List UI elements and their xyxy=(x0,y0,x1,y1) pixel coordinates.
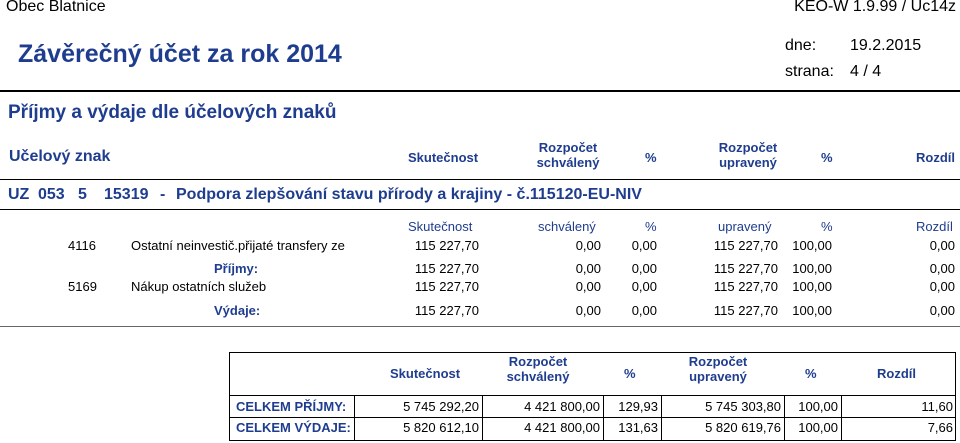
sub-col-rozdil: Rozdíl xyxy=(916,219,953,234)
col-schvaleny-label: schválený xyxy=(536,155,600,170)
col-rozpocet-upraveny xyxy=(708,140,788,170)
sum-vline-5 xyxy=(784,395,785,440)
total-upraveny: 115 227,70 xyxy=(713,303,778,318)
sum-header-line xyxy=(230,395,955,396)
section-divider xyxy=(0,209,960,210)
sum-col-pct1: % xyxy=(624,366,636,381)
sum-col-schvaleny-label: schválený xyxy=(506,369,570,384)
sub-col-pct2: % xyxy=(821,219,833,234)
date-label: dne: xyxy=(785,37,817,54)
date-value: 19.2.2015 xyxy=(850,37,922,54)
sum-col-upraveny-label: upravený xyxy=(689,369,747,384)
col-rozpocet-label-2: Rozpočet xyxy=(718,140,778,155)
sum-schvaleny: 4 421 800,00 xyxy=(524,420,600,435)
row-name: Nákup ostatních služeb xyxy=(131,279,267,294)
header-divider xyxy=(0,179,960,180)
col-rozpocet-label: Rozpočet xyxy=(538,140,598,155)
sum-pct1: 129,93 xyxy=(618,399,658,414)
col-skutecnost: Skutečnost xyxy=(408,150,479,165)
row-rozdil: 0,00 xyxy=(929,279,955,294)
page-label: strana: xyxy=(785,63,834,80)
total-pct1: 0,00 xyxy=(631,303,657,318)
sum-upraveny: 5 745 303,80 xyxy=(705,399,781,414)
sum-col-rozpocet-label-2: Rozpočet xyxy=(688,354,748,369)
total-pct2: 100,00 xyxy=(792,303,832,318)
summary-table xyxy=(229,352,956,441)
sum-pct1: 131,63 xyxy=(618,420,658,435)
sub-col-skutecnost: Skutečnost xyxy=(408,219,473,234)
sum-skutecnost: 5 745 292,20 xyxy=(403,399,479,414)
sub-col-pct1: % xyxy=(645,219,657,234)
total-schvaleny: 0,00 xyxy=(575,261,601,276)
sum-upraveny: 5 820 619,76 xyxy=(705,420,781,435)
section-dash: - xyxy=(160,186,166,203)
sum-pct2: 100,00 xyxy=(798,420,838,435)
row-rozdil: 0,00 xyxy=(929,238,955,253)
row-skutecnost: 115 227,70 xyxy=(414,238,479,253)
row-upraveny: 115 227,70 xyxy=(713,238,778,253)
col-rozdil: Rozdíl xyxy=(916,150,955,165)
sum-col-skutecnost: Skutečnost xyxy=(390,366,461,381)
row-code: 4116 xyxy=(68,238,96,253)
sum-vline-4 xyxy=(661,395,662,440)
sum-label: CELKEM VÝDAJE: xyxy=(236,420,351,435)
section-code: 15319 xyxy=(104,186,149,203)
report-subtitle: Příjmy a výdaje dle účelových znaků xyxy=(8,102,337,123)
total-pct1: 0,00 xyxy=(631,261,657,276)
total-skutecnost: 115 227,70 xyxy=(414,303,479,318)
total-rozdil: 0,00 xyxy=(929,261,955,276)
row-pct2: 100,00 xyxy=(792,238,832,253)
total-schvaleny: 0,00 xyxy=(575,303,601,318)
uz-sub: 5 xyxy=(78,186,87,203)
row-schvaleny: 0,00 xyxy=(575,238,601,253)
col-rozpocet-schvaleny xyxy=(528,140,608,170)
sum-label: CELKEM PŘÍJMY: xyxy=(236,399,347,414)
section-end-divider xyxy=(0,326,960,327)
sum-skutecnost: 5 820 612,10 xyxy=(403,420,479,435)
uz-number: 053 xyxy=(38,186,65,203)
sum-col-rozdil: Rozdíl xyxy=(877,366,916,381)
col-pct1: % xyxy=(645,150,657,165)
sub-col-schvaleny: schválený xyxy=(538,219,596,234)
sum-col-rozpocet-schvaleny xyxy=(498,354,578,384)
total-upraveny: 115 227,70 xyxy=(713,261,778,276)
total-skutecnost: 115 227,70 xyxy=(414,261,479,276)
sum-col-pct2: % xyxy=(805,366,817,381)
row-pct2: 100,00 xyxy=(792,279,832,294)
col-pct2: % xyxy=(821,150,833,165)
sum-vline-3 xyxy=(603,395,604,440)
sum-col-rozpocet-upraveny xyxy=(678,354,758,384)
organization-name: Obec Blatnice xyxy=(6,0,106,15)
col-upraveny-label: upravený xyxy=(719,155,777,170)
report-code: KEO-W 1.9.99 / Uc14z xyxy=(794,0,956,15)
uz-label: UZ xyxy=(8,186,30,203)
sum-vline-1 xyxy=(354,395,355,440)
sum-rozdil: 11,60 xyxy=(921,399,953,414)
sub-col-upraveny: upravený xyxy=(718,219,772,234)
row-skutecnost: 115 227,70 xyxy=(414,279,479,294)
section-name: Podpora zlepšování stavu přírody a krajiny - č.115120-EU-NIV xyxy=(176,186,642,203)
row-schvaleny: 0,00 xyxy=(575,279,601,294)
sum-schvaleny: 4 421 800,00 xyxy=(524,399,600,414)
total-label: Výdaje: xyxy=(214,303,261,318)
sum-rozdil: 7,66 xyxy=(927,420,953,435)
row-code: 5169 xyxy=(68,279,97,294)
total-label: Příjmy: xyxy=(214,261,259,276)
row-upraveny: 115 227,70 xyxy=(713,279,778,294)
total-rozdil: 0,00 xyxy=(929,303,955,318)
sum-col-rozpocet-label: Rozpočet xyxy=(508,354,568,369)
row-name: Ostatní neinvestič.přijaté transfery ze xyxy=(131,238,345,253)
col-ucel: Učelový znak xyxy=(9,148,111,165)
sum-pct2: 100,00 xyxy=(798,399,838,414)
row-pct1: 0,00 xyxy=(631,279,657,294)
title-divider xyxy=(0,90,960,92)
page-value: 4 / 4 xyxy=(850,63,882,80)
sum-vline-6 xyxy=(841,395,842,440)
sum-row-line xyxy=(230,417,955,418)
sum-vline-2 xyxy=(482,395,483,440)
total-pct2: 100,00 xyxy=(792,261,832,276)
report-title: Závěrečný účet za rok 2014 xyxy=(18,40,342,68)
row-pct1: 0,00 xyxy=(631,238,657,253)
